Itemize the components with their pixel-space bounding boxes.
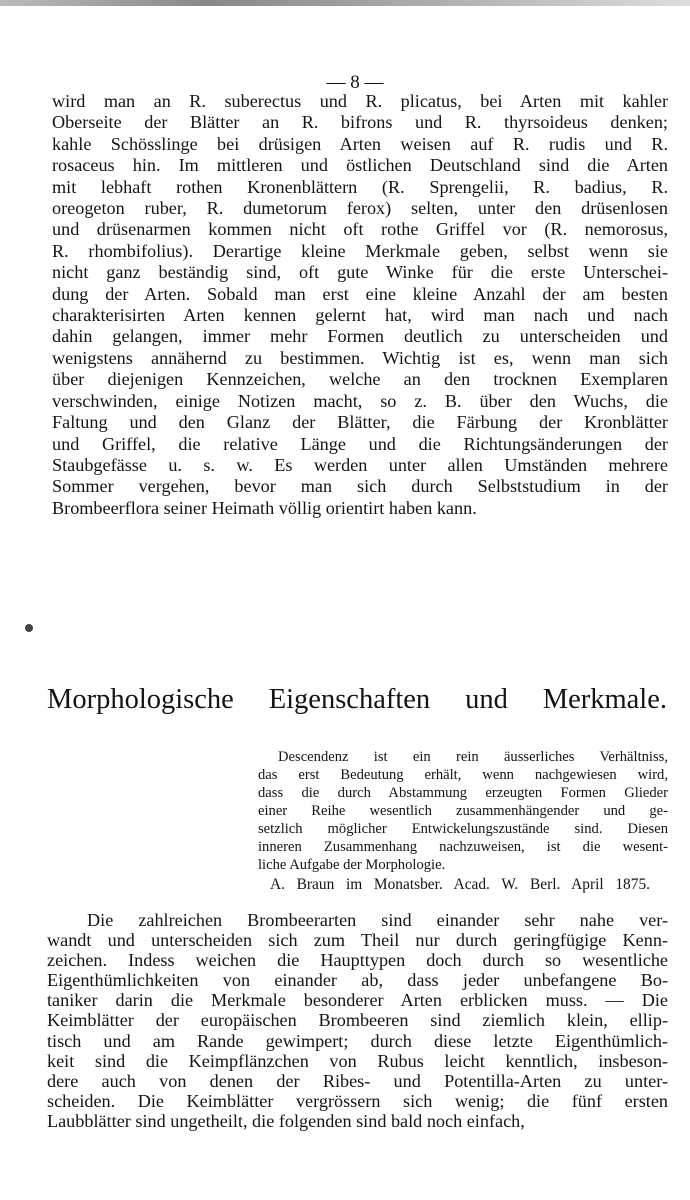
scan-speck <box>25 624 33 632</box>
text-line: nicht ganz beständig sind, oft gute Winke für die erste Unterschei- <box>52 262 668 283</box>
scan-edge <box>0 0 690 6</box>
text-line: verschwinden, einige Notizen macht, so z. B. über den Wuchs, die <box>52 390 668 411</box>
text-line: einer Reihe wesentlich zusammenhängender und ge- <box>258 803 668 819</box>
text-line: und drüsenarmen kommen nicht oft rothe Griffel vor (R. nemorosus, <box>52 219 668 240</box>
text-line: Oberseite der Blätter an R. bifrons und R. thyrsoideus denken; <box>52 112 668 133</box>
text-line: mit lebhaft rothen Kronenblättern (R. Sprengelii, R. badius, R. <box>52 176 668 197</box>
paragraph-2 <box>47 910 668 1131</box>
text-line: tisch und am Rande gewimpert; durch diese letzte Eigenthümlich- <box>47 1030 668 1051</box>
text-line: scheiden. Die Keimblätter vergrössern sich wenig; die fünf ersten <box>47 1090 668 1111</box>
text-line: keit sind die Keimpflänzchen von Rubus leicht kenntlich, insbeson- <box>47 1050 668 1071</box>
text-line: charakterisirten Arten kennen gelernt hat, wird man nach und nach <box>52 305 668 326</box>
page-number: — 8 — <box>326 72 384 93</box>
text-line: R. rhombifolius). Derartige kleine Merkmale geben, selbst wenn sie <box>52 240 668 261</box>
text-line: dahin gelangen, immer mehr Formen deutlich zu unterscheiden und <box>52 326 668 347</box>
text-line: dass die durch Abstammung erzeugten Formen Glieder <box>258 785 668 801</box>
text-line: wenigstens annähernd zu bestimmen. Wichtig ist es, wenn man sich <box>52 347 668 368</box>
epigraph <box>258 748 668 874</box>
text-line: Sommer vergehen, bevor man sich durch Selbststudium in der <box>52 476 668 497</box>
text-line: das erst Bedeutung erhält, wenn nachgewiesen wird, <box>258 767 668 783</box>
text-line: kahle Schösslinge bei drüsigen Arten weisen auf R. rudis und R. <box>52 133 668 154</box>
paragraph-1 <box>52 91 668 519</box>
text-line: wird man an R. suberectus und R. plicatus, bei Arten mit kahler <box>52 91 668 111</box>
text-line: oreogeton ruber, R. dumetorum ferox) selten, unter den drüsenlosen <box>52 198 668 219</box>
text-line: Laubblätter sind ungetheilt, die folgenden sind bald noch einfach, <box>47 1110 525 1131</box>
section-heading: Morphologische Eigenschaften und Merkmale. <box>47 684 667 715</box>
text-line: über diejenigen Kennzeichen, welche an den trocknen Exemplaren <box>52 369 668 390</box>
text-line: Faltung und den Glanz der Blätter, die Färbung der Kronblätter <box>52 412 668 433</box>
text-line: inneren Zusammenhang nachzuweisen, ist die wesent- <box>258 839 668 855</box>
text-line: Eigenthümlichkeiten von einander ab, dass jeder unbefangene Bo- <box>47 970 668 991</box>
text-line: Die zahlreichen Brombeerarten sind einander sehr nahe ver- <box>87 910 668 930</box>
text-line: dere auch von denen der Ribes- und Potentilla-Arten zu unter- <box>47 1070 668 1091</box>
text-line: dung der Arten. Sobald man erst eine kleine Anzahl der am besten <box>52 283 668 304</box>
text-line: rosaceus hin. Im mittleren und östlichen Deutschland sind die Arten <box>52 155 668 176</box>
text-line: zeichen. Indess weichen die Haupttypen doch durch so wesentliche <box>47 950 668 971</box>
text-line: liche Aufgabe der Morphologie. <box>258 857 446 873</box>
text-line: wandt und unterscheiden sich zum Theil nur durch geringfügige Kenn- <box>47 930 668 951</box>
text-line: taniker darin die Merkmale besonderer Arten erblicken muss. — Die <box>47 990 668 1011</box>
text-line: Keimblätter der europäischen Brombeeren sind ziemlich klein, ellip- <box>47 1010 668 1031</box>
epigraph-attribution: A. Braun im Monatsber. Acad. W. Berl. April 1875. <box>270 876 650 893</box>
text-line: Brombeerflora seiner Heimath völlig orientirt haben kann. <box>52 497 477 518</box>
text-line: Descendenz ist ein rein äusserliches Verhältniss, <box>278 749 668 765</box>
text-line: setzlich möglicher Entwickelungszustände sind. Diesen <box>258 821 668 837</box>
text-line: und Griffel, die relative Länge und die Richtungsänderungen der <box>52 433 668 454</box>
text-line: Staubgefässe u. s. w. Es werden unter allen Umständen mehrere <box>52 454 668 475</box>
